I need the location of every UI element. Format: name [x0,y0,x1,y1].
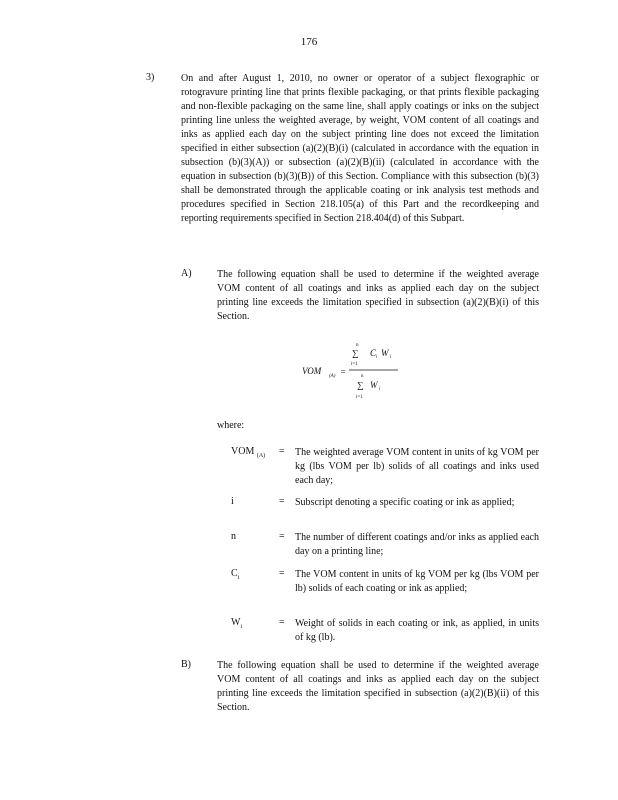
definition-symbol: n [231,531,236,542]
page-number: 176 [300,36,318,48]
item-3-marker: 3) [146,72,155,83]
denominator-w-subscript: i [379,387,381,392]
equation-equals: = [340,367,347,377]
definition-equals: = [279,446,285,457]
numerator-w-subscript: i [390,355,392,360]
definition-text: The VOM content in units of kg VOM per kg (lbs VOM per lb) solids of each coating or ink as applied; [295,569,539,594]
equation-lhs-subscript: (A) [329,374,336,379]
definition-equals: = [279,568,285,579]
subsection-b-paragraph: The following equation shall be used to determine if the weighted average VOM content of all coatings and inks as applied each day on the subject printing line exceeds the limitation specified in subsection (a)(2)(B)(ii) of this Section. [217,660,539,713]
definition-equals: = [279,531,285,542]
numerator-c-subscript: i [376,355,378,360]
equation-lhs: VOM [302,366,322,376]
where-label: where: [217,420,245,431]
denominator-lower-limit: i=1 [356,395,363,400]
numerator-w: W [381,348,389,358]
definition-text: Subscript denoting a specific coating or ink as applied; [295,497,515,508]
denominator-upper-limit: n [361,374,364,379]
definition-symbol: $C_i$ [231,568,240,581]
definition-text: Weight of solids in each coating or ink, as applied, in units of kg (lb). [295,618,539,643]
numerator-upper-limit: n [356,343,359,348]
subsection-a-paragraph: The following equation shall be used to determine if the weighted average VOM content of all coatings and inks as applied each day on the subject printing line exceeds the limitation specified in subsection (a)(2)(B)(i) of this Section. [217,269,539,322]
denominator-w: W [370,380,378,390]
numerator-c: C [370,348,377,358]
definition-equals: = [279,617,285,628]
definition-symbol: VOM $_{(A)}$ [231,446,266,459]
subsection-a-marker: A) [181,268,192,279]
vom-equation [300,340,410,410]
definition-symbol: $W_i$ [231,617,243,630]
subsection-b-marker: B) [181,659,191,670]
definition-equals: = [279,496,285,507]
definition-symbol: i [231,496,234,507]
numerator-lower-limit: i=1 [351,362,358,367]
denominator-sum-symbol: ∑ [357,380,364,390]
numerator-sum-symbol: ∑ [352,348,359,358]
definition-text: The number of different coatings and/or inks as applied each day on a printing line; [295,532,539,557]
item-3-paragraph: On and after August 1, 2010, no owner or operator of a subject flexographic or rotogravure printing line that prints flexible packaging, or that prints flexible packaging and non-flexible packaging on the same line, shall apply coatings or inks on the subject printing line unless the weighted average, by weight, VOM content of all coatings and inks as applied each day on the subject printing line does not exceed the limitation specified in either subsection (a)(2)(B)(i) (calculated in accordance with the equation in subsection (b)(3)(A)) or subsection (a)(2)(B)(ii) (calculated in accordance with the equation in subsection (b)(3)(B)) of this Section. Compliance with this subsection (b)(3) shall be demonstrated through the applicable coating or ink analysis test methods and procedures specified in Section 218.105(a) of this Part and the recordkeeping and reporting requirements specified in Section 218.404(d) of this Subpart. [181,73,539,224]
definition-text: The weighted average VOM content in units of kg VOM per kg (lbs VOM per lb) solids of all coatings and inks used each day; [295,447,539,486]
